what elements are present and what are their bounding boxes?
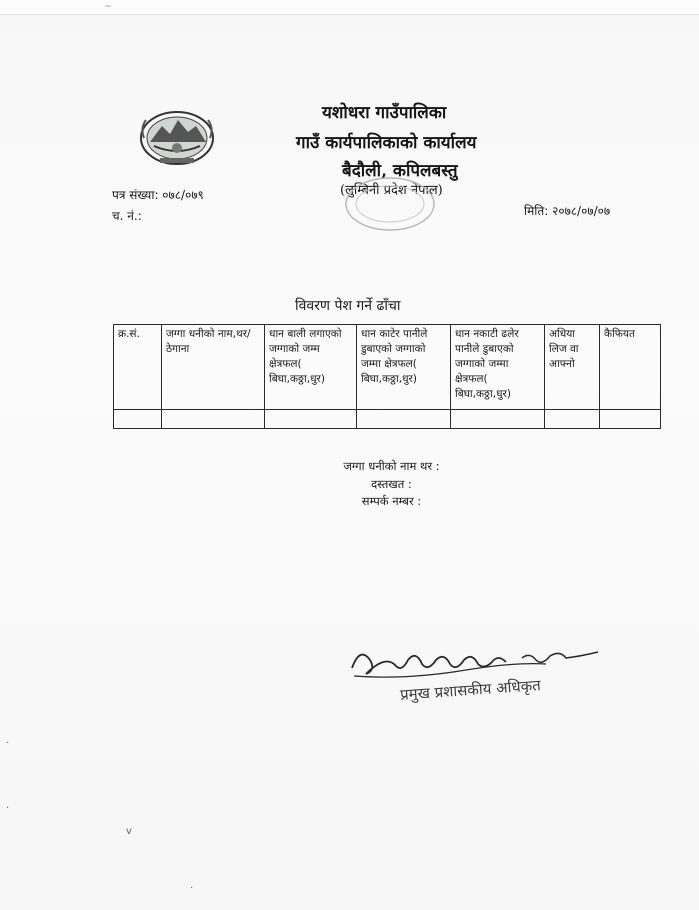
office-name: गाउँ कार्यपालिकाको कार्यालय bbox=[296, 133, 477, 153]
office-address: बैदौली, कपिलबस्तु bbox=[342, 161, 458, 181]
table-cell bbox=[162, 410, 265, 429]
table-header-row bbox=[114, 325, 661, 410]
dispatch-number: च. नं.: bbox=[112, 209, 142, 223]
table-cell bbox=[357, 410, 451, 429]
table-cell bbox=[545, 410, 600, 429]
column-header: धान काटेर पानीले डुबाएको जग्गाको जम्मा क्षेत्रफल( बिघा,कठ्ठा,धुर) bbox=[357, 325, 451, 410]
nepal-emblem-icon bbox=[136, 108, 218, 168]
owner-name-line: जग्गा धनीको नाम थर : bbox=[343, 459, 440, 473]
scan-speck: . bbox=[190, 880, 194, 891]
signatory-title: प्रमुख प्रशासकीय अधिकृत bbox=[399, 676, 542, 704]
province-line: (लुम्बिनी प्रदेश नेपाल) bbox=[340, 183, 443, 198]
column-header: अधिया लिज वा आफ्नो bbox=[545, 325, 600, 410]
scribble-mark: ~ bbox=[104, 2, 112, 12]
column-header: क्र.सं. bbox=[114, 325, 162, 410]
table-cell bbox=[265, 410, 357, 429]
contact-line: सम्पर्क नम्बर : bbox=[361, 494, 422, 508]
form-title: विवरण पेश गर्ने ढाँचा bbox=[295, 298, 401, 314]
table-cell bbox=[600, 410, 661, 429]
column-header: कैफियत bbox=[600, 325, 661, 410]
office-stamp bbox=[332, 172, 442, 234]
column-header: धान बाली लगाएको जग्गाको जम्म क्षेत्रफल( बिघा,कठ्ठा,धुर) bbox=[265, 325, 357, 410]
scan-speck: . bbox=[6, 800, 10, 811]
details-form-table bbox=[113, 324, 661, 429]
scan-speck: v bbox=[126, 826, 132, 837]
table-cell bbox=[114, 410, 162, 429]
table-row bbox=[114, 410, 661, 429]
letter-number: पत्र संख्या: ०७८/०७९ bbox=[112, 188, 204, 202]
municipality-name: यशोधरा गाउँपालिका bbox=[322, 103, 447, 123]
signature-line: दस्तखत : bbox=[371, 477, 412, 491]
table-cell bbox=[451, 410, 545, 429]
column-header: धान नकाटी ढलेर पानीले डुबाएको जग्गाको जम्मा क्षेत्रफल( बिघा,कठ्ठा,धुर) bbox=[451, 325, 545, 410]
scan-speck: . bbox=[6, 735, 10, 746]
letter-date: मिति: २०७८/०७/०७ bbox=[524, 204, 611, 218]
column-header: जग्गा धनीको नाम,थर/ठेगाना bbox=[162, 325, 265, 410]
